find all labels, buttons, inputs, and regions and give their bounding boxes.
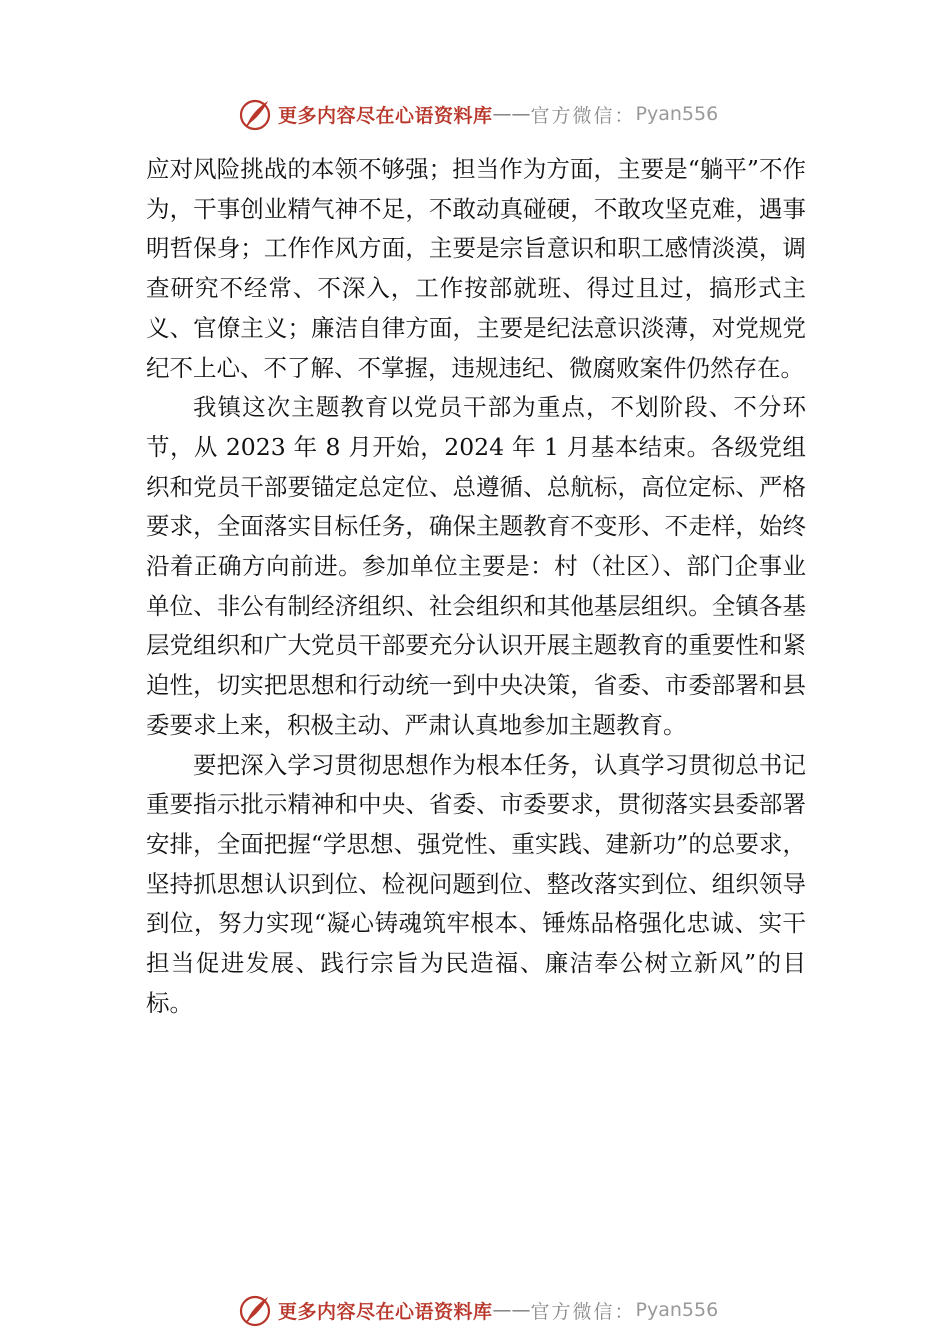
paragraph-1: 应对风险挑战的本领不够强；担当作为方面，主要是“躺平”不作为，干事创业精气神不足，不敢动真碰硬，不敢攻坚克难，遇事明哲保身；工作作风方面，主要是宗旨意识和职工感情淡漠，调查研究不经常、不深入，工作按部就班、得过且过，搞形式主义、官僚主义；廉洁自律方面，主要是纪法意识淡薄，对党规党纪不上心、不了解、不掌握，违规违纪、微腐败案件仍然存在。	[146, 155, 806, 382]
footer-separator: ——	[492, 1299, 531, 1321]
header-promo-text: 更多内容尽在心语资料库	[278, 104, 493, 127]
footer-wechat-id: Pyan556	[635, 1299, 719, 1321]
paragraph-3: 要把深入学习贯彻思想作为根本任务，认真学习贯彻总书记重要指示批示精神和中央、省委、市委要求，贯彻落实县委部署安排，全面把握“学思想、强党性、重实践、建新功”的总要求，坚持抓思想认识到位、检视问题到位、整改落实到位、组织领导到位，努力实现“凝心铸魂筑牢根本、锤炼品格强化忠诚、实干担当促进发展、践行宗旨为民造福、廉洁奉公树立新风”的目标。	[146, 750, 806, 1017]
header-separator: ——	[492, 103, 531, 125]
footer-promo-text: 更多内容尽在心语资料库	[278, 1300, 493, 1323]
document-body	[146, 150, 806, 1023]
quill-pen-icon	[238, 1293, 272, 1327]
paragraph-2: 我镇这次主题教育以党员干部为重点，不划阶段、不分环节，从 2023 年 8 月开始，2024 年 1 月基本结束。各级党组织和党员干部要锚定总定位、总遵循、总航标，高位定标、严格要求，全面落实目标任务，确保主题教育不变形、不走样，始终沿着正确方向前进。参加单位主要是：村（社区）、部门企事业单位、非公有制经济组织、社会组织和其他基层组织。全镇各基层党组织和广大党员干部要充分认识开展主题教育的重要性和紧迫性，切实把思想和行动统一到中央决策，省委、市委部署和县委要求上来，积极主动、严肃认真地参加主题教育。	[146, 393, 806, 739]
quill-pen-icon	[238, 97, 272, 131]
footer-wechat-label: 官方微信：	[530, 1300, 636, 1323]
header-wechat-id: Pyan556	[635, 103, 719, 125]
header-wechat-label: 官方微信：	[530, 104, 636, 127]
footer-banner	[238, 1292, 758, 1328]
header-banner	[238, 96, 758, 132]
